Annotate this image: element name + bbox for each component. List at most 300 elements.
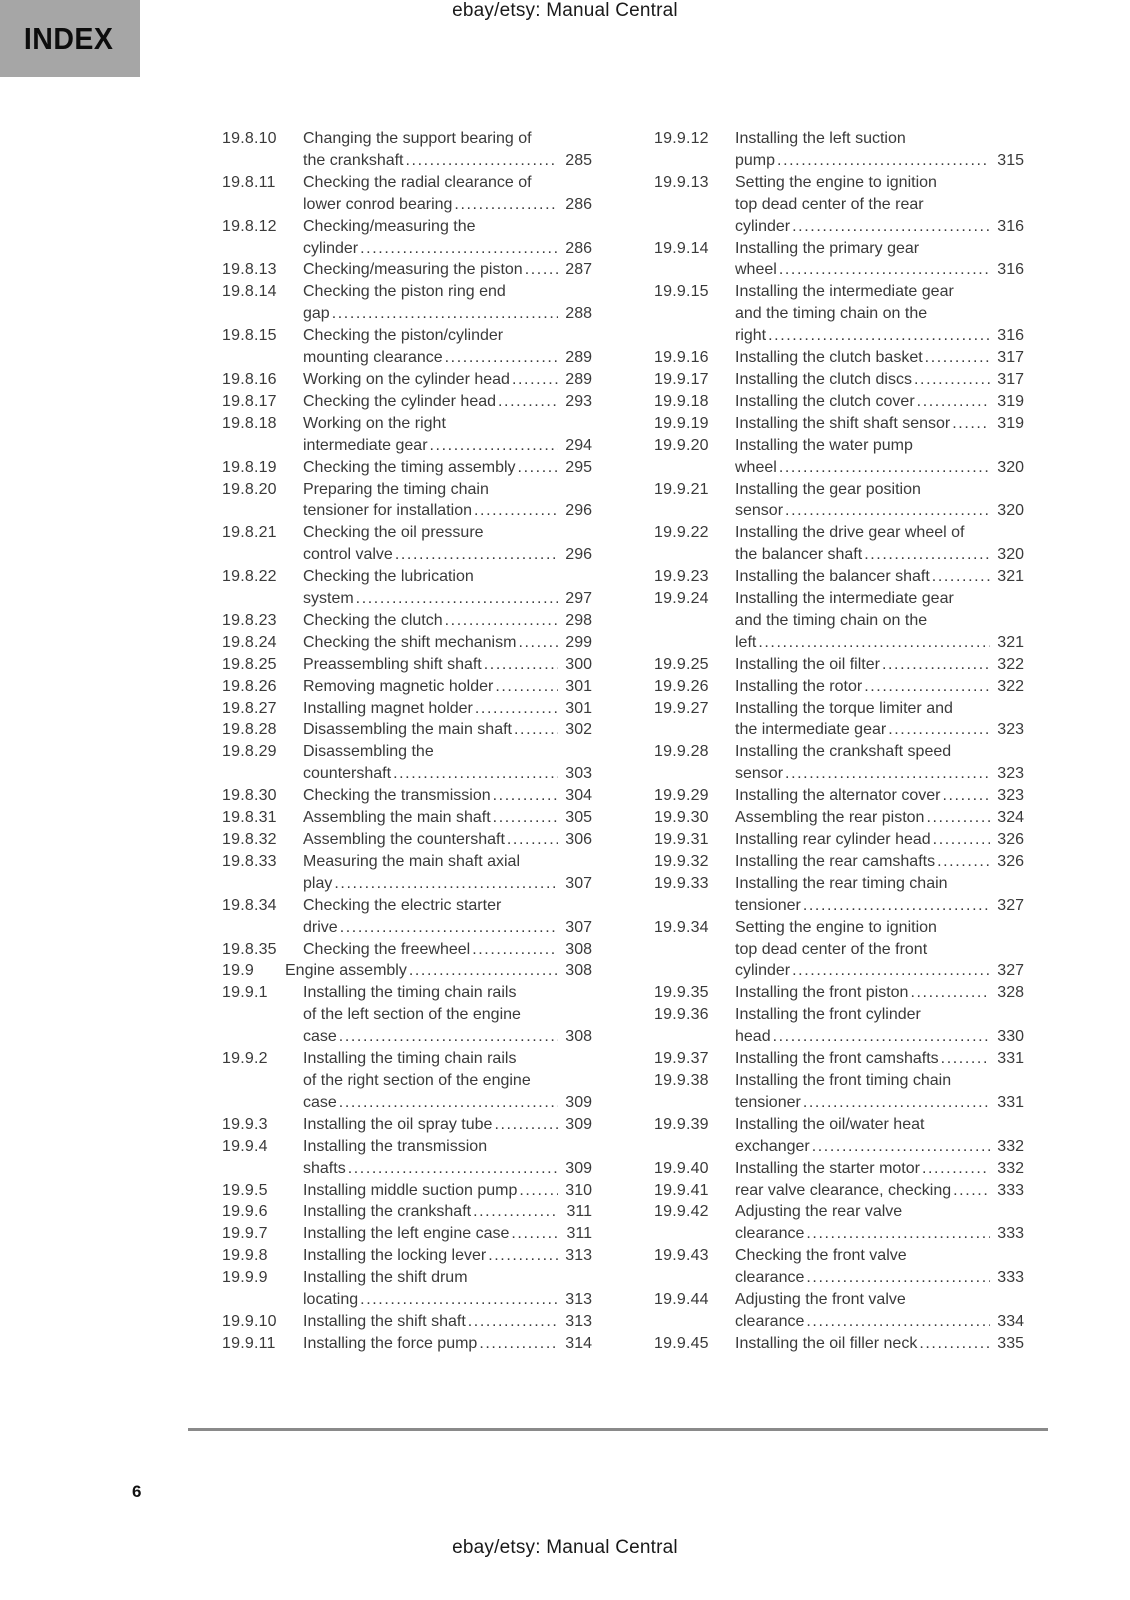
entry-number: 19.8.34 xyxy=(222,896,277,914)
entry-page-number: 320 xyxy=(997,502,1024,520)
entry-title-line: Installing the intermediate gear xyxy=(735,283,954,301)
entry-title-line: play xyxy=(303,874,333,892)
toc-entry xyxy=(654,281,1024,347)
entry-page-number: 303 xyxy=(565,765,592,783)
entry-title-line: case xyxy=(303,1093,337,1111)
toc-entry xyxy=(222,281,592,325)
toc-entry xyxy=(654,1004,1024,1048)
toc-entry xyxy=(654,1201,1024,1245)
toc-entry xyxy=(222,676,592,698)
entry-number: 19.8.20 xyxy=(222,480,277,498)
dot-leader xyxy=(445,610,558,632)
entry-title-line: system xyxy=(303,590,354,608)
toc-entry xyxy=(654,128,1024,172)
entry-title-line: and the timing chain on the xyxy=(735,611,928,629)
entry-page-number: 302 xyxy=(565,721,592,739)
dot-leader xyxy=(339,1092,558,1114)
entry-title-line: Installing the locking lever xyxy=(303,1247,487,1265)
toc-entry xyxy=(222,1201,592,1223)
entry-number: 19.9.32 xyxy=(654,852,709,870)
entry-number: 19.9.45 xyxy=(654,1334,709,1352)
entry-page-number: 294 xyxy=(565,436,592,454)
dot-leader xyxy=(495,676,558,698)
entry-title-line: Assembling the main shaft xyxy=(303,809,491,827)
entry-title-line: Installing the timing chain rails xyxy=(303,1050,517,1068)
dot-leader xyxy=(514,719,558,741)
dot-leader xyxy=(360,1289,558,1311)
dot-leader xyxy=(792,216,990,238)
entry-title-line: and the timing chain on the xyxy=(735,305,928,323)
entry-title-line: Installing the oil/water heat xyxy=(735,1115,925,1133)
entry-title-line: sensor xyxy=(735,502,784,520)
toc-entry xyxy=(222,1311,592,1333)
entry-page-number: 323 xyxy=(997,787,1024,805)
entry-title-line: Installing the timing chain rails xyxy=(303,984,517,1002)
entry-number: 19.9.25 xyxy=(654,655,709,673)
entry-number: 19.8.18 xyxy=(222,414,277,432)
entry-title-line: clearance xyxy=(735,1312,805,1330)
toc-entry xyxy=(222,960,592,982)
entry-title-line: Working on the cylinder head xyxy=(303,370,510,388)
toc-entry xyxy=(222,654,592,676)
entry-title-line: Installing the left engine case xyxy=(303,1225,510,1243)
dot-leader xyxy=(473,1201,558,1223)
entry-number: 19.8.30 xyxy=(222,787,277,805)
entry-title-line: Installing the left suction xyxy=(735,130,906,147)
entry-title-line: Installing middle suction pump xyxy=(303,1181,518,1199)
entry-title-line: Removing magnetic holder xyxy=(303,677,494,695)
toc-entry xyxy=(222,939,592,961)
dot-leader xyxy=(768,325,990,347)
entry-number: 19.9.40 xyxy=(654,1159,709,1177)
entry-title-line: exchanger xyxy=(735,1137,810,1155)
entry-number: 19.9.15 xyxy=(654,283,709,301)
entry-page-number: 295 xyxy=(565,458,592,476)
entry-number: 19.8.17 xyxy=(222,392,277,410)
entry-title-line: Installing the front camshafts xyxy=(735,1050,939,1068)
entry-number: 19.8.13 xyxy=(222,261,277,279)
entry-number: 19.9.11 xyxy=(222,1334,276,1352)
entry-title-line: left xyxy=(735,633,757,651)
entry-page-number: 316 xyxy=(997,261,1024,279)
entry-title-line: the crankshaft xyxy=(303,151,404,169)
entry-number: 19.9.38 xyxy=(654,1071,709,1089)
toc-entry xyxy=(222,895,592,939)
toc-entry xyxy=(654,369,1024,391)
toc-entry xyxy=(222,1245,592,1267)
entry-title-line: countershaft xyxy=(303,765,392,783)
dot-leader xyxy=(910,982,990,1004)
dot-leader xyxy=(777,150,990,172)
toc-entry xyxy=(654,917,1024,983)
toc-entry xyxy=(222,610,592,632)
entry-number: 19.9.5 xyxy=(222,1181,268,1199)
toc-entry xyxy=(222,128,592,172)
dot-leader xyxy=(792,960,990,982)
entry-title-line: top dead center of the front xyxy=(735,940,928,958)
entry-title-line: Measuring the main shaft axial xyxy=(303,852,520,870)
entry-number: 19.8.31 xyxy=(222,809,277,827)
toc-entry xyxy=(222,1267,592,1311)
entry-number: 19.9.24 xyxy=(654,590,709,608)
entry-page-number: 331 xyxy=(997,1093,1024,1111)
entry-title-line: Checking the timing assembly xyxy=(303,458,516,476)
entry-title-line: tensioner xyxy=(735,896,801,914)
dot-leader xyxy=(493,785,558,807)
entry-title-line: Installing the water pump xyxy=(735,436,913,454)
entry-page-number: 321 xyxy=(997,633,1024,651)
entry-page-number: 289 xyxy=(565,370,592,388)
entry-title-line: locating xyxy=(303,1291,359,1309)
entry-page-number: 299 xyxy=(565,633,592,651)
entry-page-number: 319 xyxy=(997,414,1024,432)
dot-leader xyxy=(953,1180,990,1202)
entry-number: 19.8.14 xyxy=(222,283,277,301)
toc-entry xyxy=(222,479,592,523)
entry-title-line: control valve xyxy=(303,546,393,564)
entry-title-line: Checking the piston/cylinder xyxy=(303,327,504,345)
entry-page-number: 313 xyxy=(565,1247,592,1265)
entry-page-number: 314 xyxy=(565,1334,592,1352)
entry-number: 19.8.27 xyxy=(222,699,277,717)
toc-column-left xyxy=(222,128,592,1355)
toc-entry xyxy=(654,698,1024,742)
entry-number: 19.9.34 xyxy=(654,918,709,936)
entry-page-number: 332 xyxy=(997,1137,1024,1155)
dot-leader xyxy=(445,347,558,369)
entry-number: 19.8.35 xyxy=(222,940,277,958)
dot-leader xyxy=(360,238,558,260)
entry-title-line: pump xyxy=(735,151,776,169)
toc-entry xyxy=(654,479,1024,523)
entry-title-line: Checking/measuring the piston xyxy=(303,261,523,279)
dot-leader xyxy=(332,303,558,325)
dot-leader xyxy=(812,1136,990,1158)
entry-title-line: head xyxy=(735,1028,771,1046)
dot-leader xyxy=(512,369,558,391)
dot-leader xyxy=(914,369,990,391)
toc-entry xyxy=(222,1048,592,1114)
toc-entry xyxy=(654,522,1024,566)
entry-title-line: Installing the clutch cover xyxy=(735,392,915,410)
entry-title-line: Installing the starter motor xyxy=(735,1159,920,1177)
entry-number: 19.9.8 xyxy=(222,1247,268,1265)
dot-leader xyxy=(864,676,990,698)
entry-number: 19.9.12 xyxy=(654,130,709,147)
toc-entry xyxy=(654,1245,1024,1289)
toc-entry xyxy=(654,238,1024,282)
entry-number: 19.8.26 xyxy=(222,677,277,695)
entry-title-line: of the right section of the engine xyxy=(303,1071,531,1089)
entry-number: 19.9.6 xyxy=(222,1203,268,1221)
toc-entry xyxy=(222,719,592,741)
entry-title-line: cylinder xyxy=(735,217,791,235)
entry-number: 19.9.13 xyxy=(654,173,709,191)
entry-number: 19.8.32 xyxy=(222,831,277,848)
dot-leader xyxy=(937,851,990,873)
entry-title-line: Assembling the rear piston xyxy=(735,809,925,827)
entry-page-number: 316 xyxy=(997,327,1024,345)
entry-page-number: 317 xyxy=(997,349,1024,367)
entry-number: 19.8.10 xyxy=(222,130,277,147)
entry-page-number: 320 xyxy=(997,458,1024,476)
toc-entry xyxy=(654,435,1024,479)
entry-page-number: 333 xyxy=(997,1181,1024,1199)
toc-entry xyxy=(222,982,592,1048)
toc-entry xyxy=(654,829,1024,851)
toc-entry xyxy=(222,1333,592,1355)
entry-page-number: 309 xyxy=(565,1115,592,1133)
entry-title-line: Adjusting the rear valve xyxy=(735,1203,903,1221)
entry-number: 19.9.20 xyxy=(654,436,709,454)
entry-title-line: Installing the oil filter xyxy=(735,655,880,673)
index-tab-box xyxy=(0,0,140,77)
entry-title-line: Preparing the timing chain xyxy=(303,480,489,498)
toc-entry xyxy=(222,1136,592,1180)
entry-number: 19.8.28 xyxy=(222,721,277,739)
entry-title-line: Working on the right xyxy=(303,414,446,432)
entry-number: 19.9.14 xyxy=(654,239,709,257)
entry-page-number: 324 xyxy=(997,809,1024,827)
entry-number: 19.9.27 xyxy=(654,699,709,717)
entry-title-line: Preassembling shift shaft xyxy=(303,655,482,673)
dot-leader xyxy=(339,1026,558,1048)
entry-number: 19.8.15 xyxy=(222,327,277,345)
entry-page-number: 333 xyxy=(997,1225,1024,1243)
entry-title-line: Installing the rear timing chain xyxy=(735,874,948,892)
index-label: INDEX xyxy=(23,20,114,56)
entry-number: 19.9.29 xyxy=(654,787,709,805)
entry-title-line: Installing the balancer shaft xyxy=(735,568,930,586)
entry-page-number: 286 xyxy=(565,239,592,257)
entry-page-number: 296 xyxy=(565,546,592,564)
entry-page-number: 335 xyxy=(997,1334,1024,1352)
entry-number: 19.8.24 xyxy=(222,633,277,651)
dot-leader xyxy=(806,1267,990,1289)
entry-title-line: Installing the crankshaft speed xyxy=(735,743,952,761)
entry-number: 19.9.10 xyxy=(222,1312,277,1330)
entry-number: 19.9.44 xyxy=(654,1291,709,1309)
dot-leader xyxy=(348,1158,558,1180)
toc-entry xyxy=(222,369,592,391)
toc-entry xyxy=(222,1223,592,1245)
entry-number: 19.8.16 xyxy=(222,370,277,388)
dot-leader xyxy=(484,654,558,676)
entry-number: 19.9.26 xyxy=(654,677,709,695)
entry-page-number: 332 xyxy=(997,1159,1024,1177)
dot-leader xyxy=(454,194,558,216)
entry-title-line: cylinder xyxy=(303,239,359,257)
entry-title-line: top dead center of the rear xyxy=(735,195,924,213)
dot-leader xyxy=(475,698,558,720)
entry-number: 19.9.21 xyxy=(654,480,709,498)
dot-leader xyxy=(941,1048,990,1070)
entry-number: 19.9.43 xyxy=(654,1247,709,1265)
entry-title-line: Installing the torque limiter and xyxy=(735,699,953,717)
entry-number: 19.9.42 xyxy=(654,1203,709,1221)
toc-entry xyxy=(222,632,592,654)
entry-title-line: Checking the electric starter xyxy=(303,896,502,914)
entry-title-line: clearance xyxy=(735,1269,805,1287)
entry-page-number: 308 xyxy=(565,962,592,980)
entry-title-line: Installing the alternator cover xyxy=(735,787,941,805)
dot-leader xyxy=(472,939,558,961)
entry-page-number: 311 xyxy=(566,1203,592,1221)
entry-title-line: Installing the force pump xyxy=(303,1334,478,1352)
dot-leader xyxy=(803,1092,990,1114)
toc-entry xyxy=(222,741,592,785)
entry-title-line: cylinder xyxy=(735,962,791,980)
entry-page-number: 333 xyxy=(997,1269,1024,1287)
entry-number: 19.9.4 xyxy=(222,1137,268,1155)
toc-entry xyxy=(222,829,592,851)
dot-leader xyxy=(942,785,990,807)
dot-leader xyxy=(917,391,990,413)
toc-entry xyxy=(222,172,592,216)
entry-title-line: Installing the transmission xyxy=(303,1137,488,1155)
entry-title-line: intermediate gear xyxy=(303,436,428,454)
entry-title-line: wheel xyxy=(735,261,777,279)
dot-leader xyxy=(518,457,558,479)
entry-number: 19.8.33 xyxy=(222,852,277,870)
entry-title-line: rear valve clearance, checking xyxy=(735,1181,952,1199)
dot-leader xyxy=(479,1333,558,1355)
dot-leader xyxy=(430,435,558,457)
entry-number: 19.8.23 xyxy=(222,611,277,629)
entry-title-line: tensioner xyxy=(735,1093,801,1111)
toc-entry xyxy=(222,1180,592,1202)
dot-leader xyxy=(356,588,558,610)
entry-title-line: Setting the engine to ignition xyxy=(735,918,937,936)
entry-title-line: Installing the clutch discs xyxy=(735,370,912,388)
entry-title-line: the intermediate gear xyxy=(735,721,887,739)
entry-title-line: Installing the front piston xyxy=(735,984,909,1002)
entry-page-number: 298 xyxy=(565,611,592,629)
entry-number: 19.8.19 xyxy=(222,458,277,476)
dot-leader xyxy=(395,544,558,566)
entry-number: 19.9.9 xyxy=(222,1269,268,1287)
entry-title-line: Installing the primary gear xyxy=(735,239,920,257)
dot-leader xyxy=(952,413,990,435)
entry-page-number: 313 xyxy=(565,1291,592,1309)
entry-title-line: Checking the freewheel xyxy=(303,940,471,958)
entry-title-line: right xyxy=(735,327,767,345)
footer-divider xyxy=(188,1428,1048,1431)
entry-title-line: Installing the shift drum xyxy=(303,1269,468,1287)
dot-leader xyxy=(519,1180,558,1202)
entry-title-line: Installing the drive gear wheel of xyxy=(735,524,965,542)
entry-page-number: 285 xyxy=(565,151,592,169)
toc-entry xyxy=(654,982,1024,1004)
entry-title-line: wheel xyxy=(735,458,777,476)
toc-entry xyxy=(654,1158,1024,1180)
entry-page-number: 328 xyxy=(997,984,1024,1002)
entry-title-line: Changing the support bearing of xyxy=(303,130,532,147)
entry-number: 19.9.3 xyxy=(222,1115,268,1133)
toc-entry xyxy=(222,259,592,281)
dot-leader xyxy=(919,1333,990,1355)
entry-page-number: 307 xyxy=(565,874,592,892)
entry-page-number: 301 xyxy=(565,677,592,695)
toc-entry xyxy=(654,413,1024,435)
entry-title-line: Engine assembly xyxy=(285,962,407,980)
toc-entry xyxy=(654,1289,1024,1333)
toc-entry xyxy=(222,807,592,829)
entry-title-line: case xyxy=(303,1028,337,1046)
entry-title-line: Checking the cylinder head xyxy=(303,392,497,410)
toc-entry xyxy=(654,1333,1024,1355)
entry-title-line: Checking/measuring the xyxy=(303,217,476,235)
entry-page-number: 323 xyxy=(997,765,1024,783)
entry-number: 19.9.28 xyxy=(654,743,709,761)
dot-leader xyxy=(498,391,558,413)
entry-page-number: 310 xyxy=(565,1181,592,1199)
entry-title-line: the balancer shaft xyxy=(735,546,863,564)
dot-leader xyxy=(785,763,990,785)
entry-title-line: Adjusting the front valve xyxy=(735,1291,906,1309)
entry-title-line: Installing the oil spray tube xyxy=(303,1115,493,1133)
toc-entry xyxy=(222,522,592,566)
entry-number: 19.9.16 xyxy=(654,349,709,367)
dot-leader xyxy=(525,259,558,281)
entry-title-line: Checking the clutch xyxy=(303,611,443,629)
page-footer-title: ebay/etsy: Manual Central xyxy=(452,1537,678,1558)
entry-title-line: Installing the oil filler neck xyxy=(735,1334,918,1352)
footer-page-number: 6 xyxy=(132,1482,142,1501)
toc-entry xyxy=(654,873,1024,917)
entry-number: 19.9.23 xyxy=(654,568,709,586)
entry-page-number: 330 xyxy=(997,1028,1024,1046)
toc-entry xyxy=(222,325,592,369)
dot-leader xyxy=(334,873,558,895)
entry-page-number: 306 xyxy=(565,831,592,848)
dot-leader xyxy=(468,1311,558,1333)
entry-number: 19.9.22 xyxy=(654,524,709,542)
entry-number: 19.9.41 xyxy=(654,1181,709,1199)
entry-number: 19.8.29 xyxy=(222,743,277,761)
toc-column-right xyxy=(654,128,1024,1355)
entry-title-line: Disassembling the xyxy=(303,743,434,761)
dot-leader xyxy=(511,1223,558,1245)
entry-title-line: Installing the clutch basket xyxy=(735,349,923,367)
toc-entry xyxy=(222,391,592,413)
entry-title-line: Installing the front cylinder xyxy=(735,1006,921,1024)
entry-page-number: 321 xyxy=(997,568,1024,586)
dot-leader xyxy=(779,457,990,479)
toc-entry xyxy=(654,391,1024,413)
dot-leader xyxy=(409,960,558,982)
entry-title-line: lower conrod bearing xyxy=(303,195,453,213)
dot-leader xyxy=(888,719,990,741)
entry-page-number: 317 xyxy=(997,370,1024,388)
toc-entry xyxy=(222,851,592,895)
entry-page-number: 315 xyxy=(997,151,1024,169)
entry-title-line: Checking the oil pressure xyxy=(303,524,484,542)
dot-leader xyxy=(758,632,990,654)
entry-page-number: 308 xyxy=(565,940,592,958)
entry-title-line: Setting the engine to ignition xyxy=(735,173,937,191)
entry-number: 19.9 xyxy=(222,962,254,980)
entry-title-line: Installing the intermediate gear xyxy=(735,590,954,608)
entry-number: 19.8.22 xyxy=(222,568,277,586)
toc-entry xyxy=(654,347,1024,369)
entry-number: 19.9.31 xyxy=(654,831,709,848)
entry-page-number: 326 xyxy=(997,852,1024,870)
entry-page-number: 296 xyxy=(565,502,592,520)
toc-entry xyxy=(654,172,1024,238)
entry-title-line: Installing the front timing chain xyxy=(735,1071,952,1089)
dot-leader xyxy=(926,807,990,829)
